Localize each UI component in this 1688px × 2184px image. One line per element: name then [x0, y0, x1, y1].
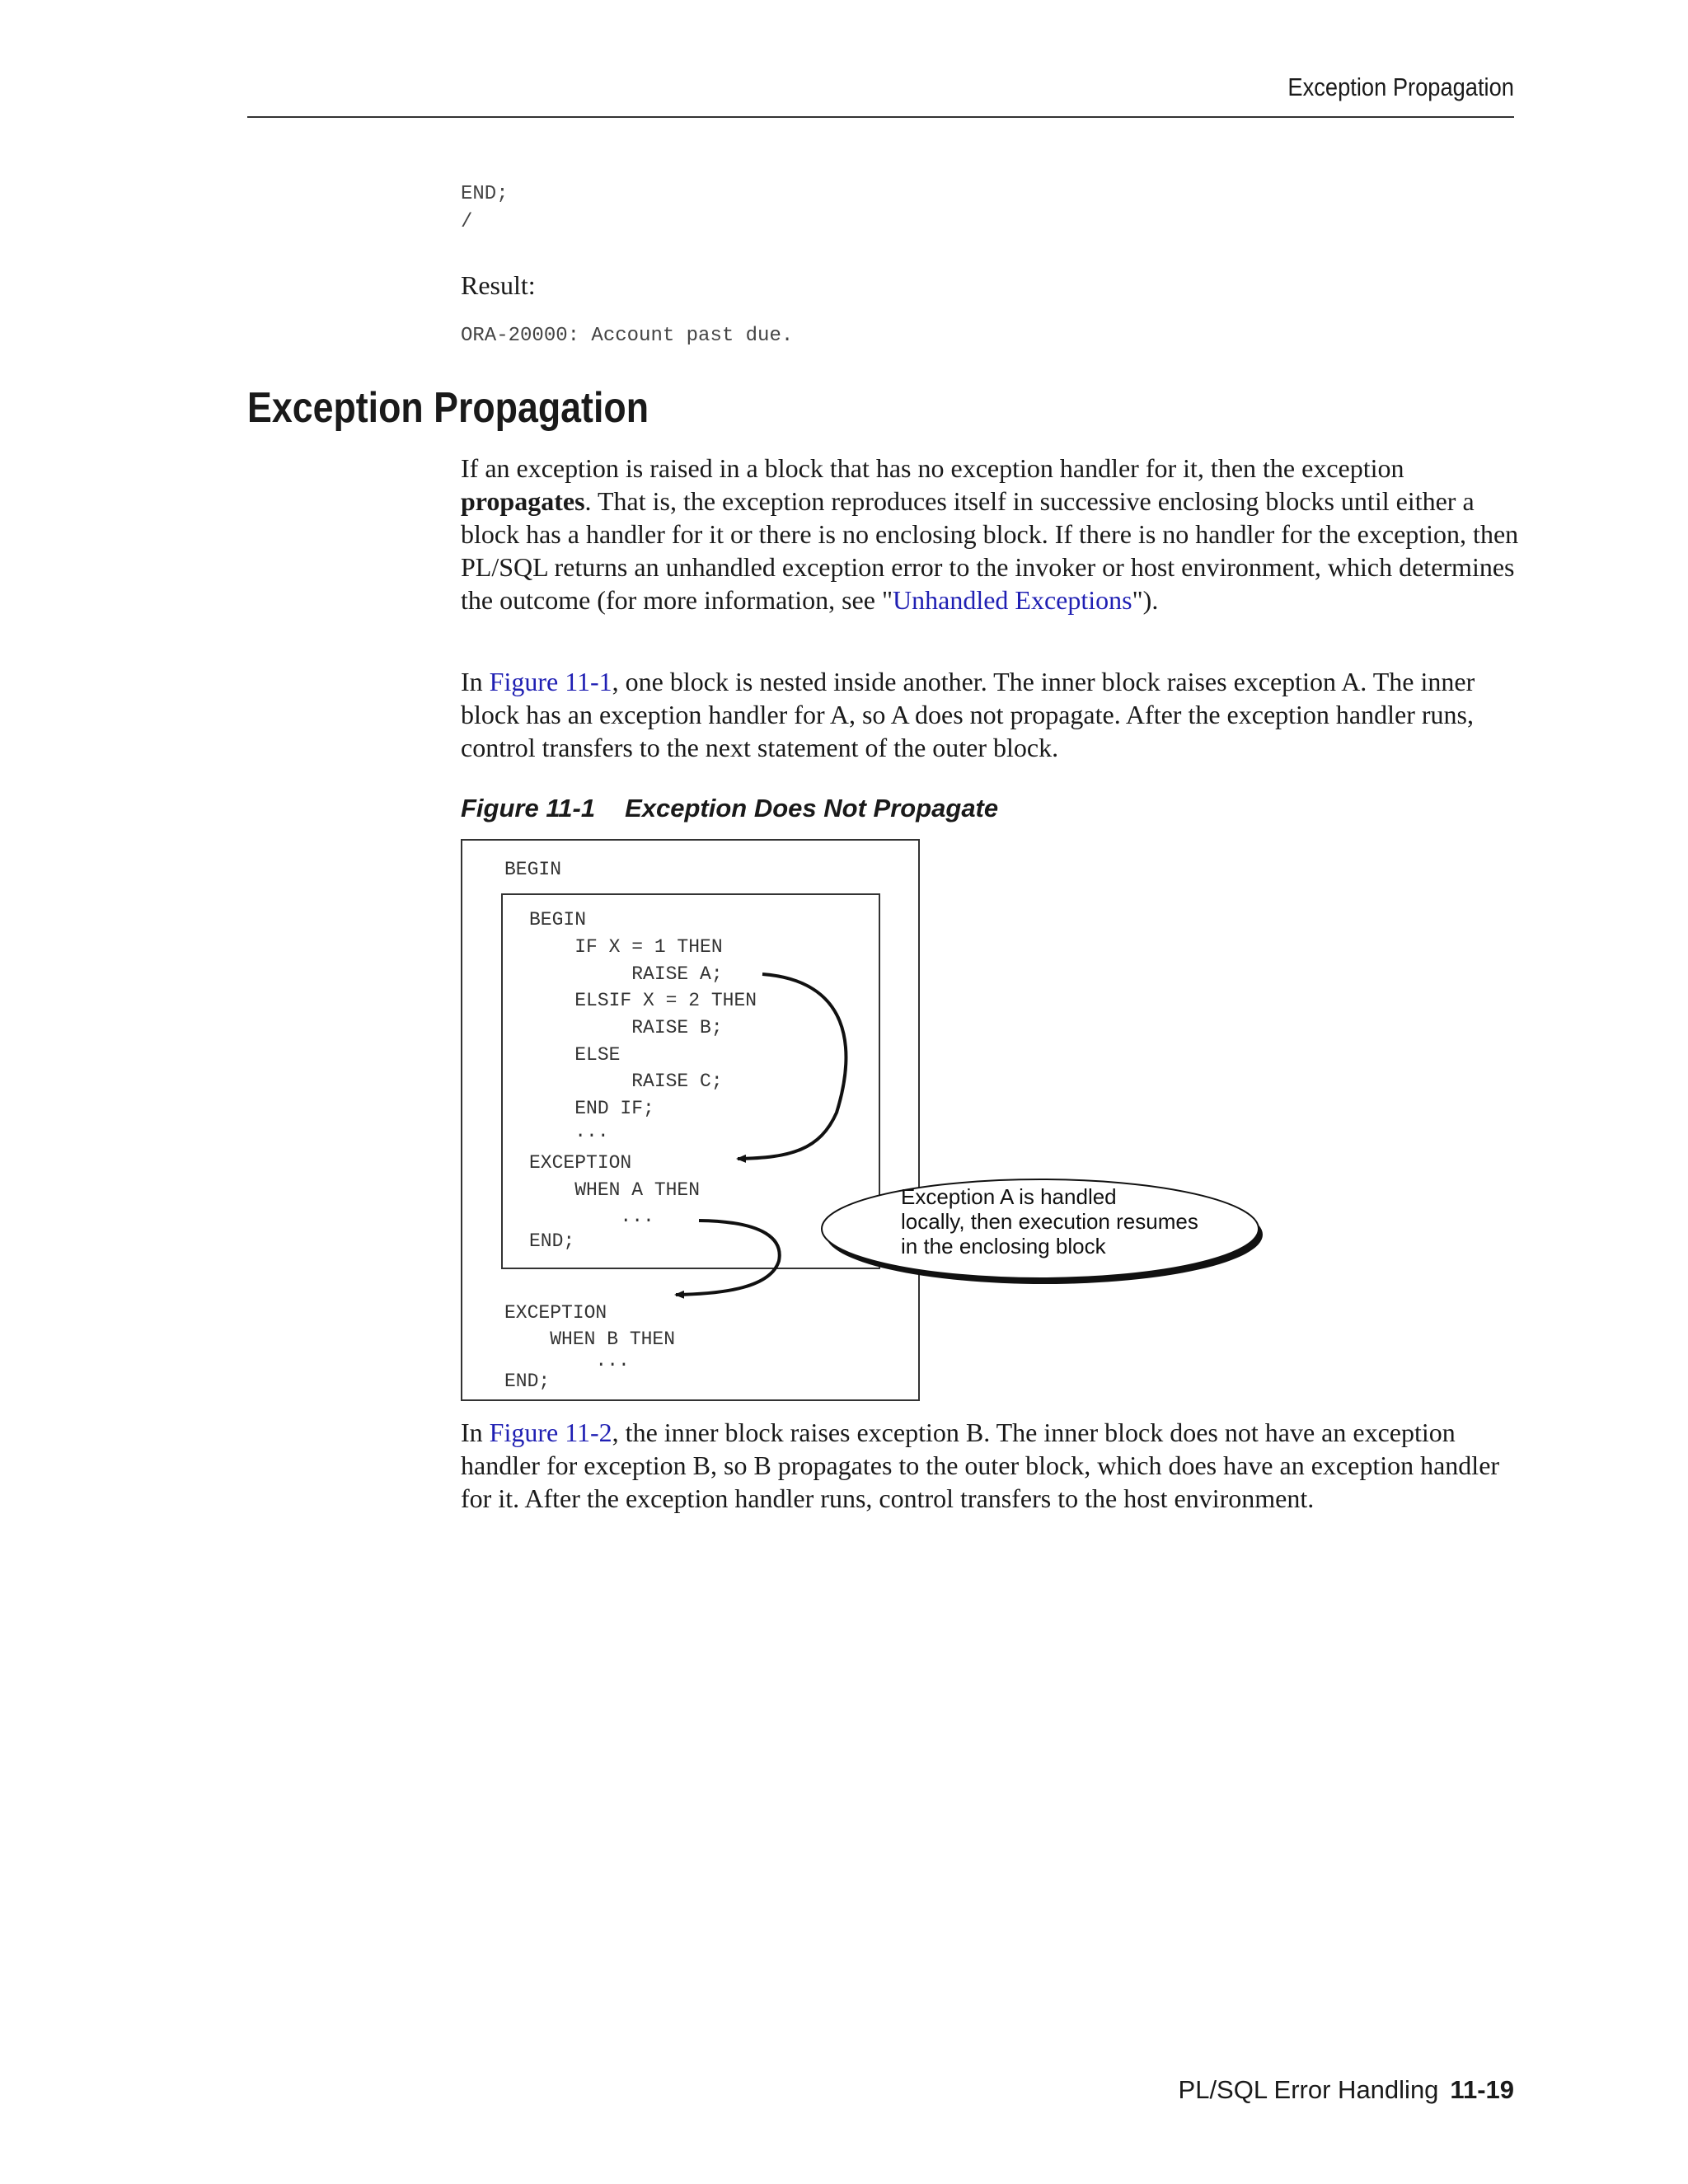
callout-line: in the enclosing block: [901, 1234, 1106, 1258]
paragraph-text: In: [461, 1418, 490, 1447]
footer-page-number: 11-19: [1450, 2075, 1514, 2104]
outer-begin: BEGIN: [504, 859, 562, 880]
code-line: RAISE C;: [529, 1071, 723, 1092]
arrow-resume-outer-icon: [676, 1221, 780, 1295]
result-output: ORA-20000: Account past due.: [461, 325, 794, 347]
code-line: ...: [504, 1350, 630, 1371]
code-line: WHEN B THEN: [504, 1329, 676, 1350]
paragraph-text: If an exception is raised in a block that has no exception handler for it, then the exception: [461, 453, 1404, 483]
code-line: ...: [529, 1121, 609, 1142]
code-line: EXCEPTION: [504, 1302, 607, 1324]
link-figure-11-2[interactable]: Figure 11-2: [489, 1418, 612, 1447]
code-line: END;: [529, 1230, 575, 1252]
figure-title: Exception Does Not Propagate: [625, 794, 999, 823]
term-propagates: propagates: [461, 486, 585, 516]
figure-number: Figure 11-1: [461, 794, 596, 823]
paragraph-text: , the inner block raises exception B. The inner block does not have an exception handler for exception B, so B propagates to the outer block, which does have an exception handler for it. After the exception handler runs, control transfers to the host environment.: [461, 1418, 1500, 1513]
code-line: ELSE: [529, 1044, 621, 1066]
paragraph-text: , one block is nested inside another. The inner block raises exception A. The inner block has an exception handler for A, so A does not propagate. After the exception handler runs, control transfers to the next statement of the outer block.: [461, 667, 1475, 762]
code-line: IF X = 1 THEN: [529, 936, 723, 958]
code-line: RAISE B;: [529, 1017, 723, 1038]
paragraph-text: In: [461, 667, 490, 696]
paragraph-text: ").: [1132, 585, 1159, 615]
paragraph-figure-11-2: [461, 1416, 1520, 1515]
code-line: EXCEPTION: [529, 1152, 632, 1174]
code-line: ELSIF X = 2 THEN: [529, 990, 757, 1011]
page-footer: [1179, 2075, 1514, 2105]
section-title: Exception Propagation: [247, 384, 649, 432]
code-line: WHEN A THEN: [529, 1179, 701, 1201]
outer-block-code: [504, 1302, 675, 1392]
code-line: END IF;: [529, 1098, 654, 1119]
link-figure-11-1[interactable]: Figure 11-1: [489, 667, 612, 696]
code-line: BEGIN: [529, 909, 587, 930]
code-line: END;: [504, 1371, 551, 1392]
result-label: Result:: [461, 270, 536, 300]
code-line: ...: [529, 1206, 654, 1227]
link-unhandled-exceptions[interactable]: Unhandled Exceptions: [893, 585, 1132, 615]
callout-line: Exception A is handled: [901, 1184, 1117, 1209]
inner-block-code: [529, 909, 757, 1252]
callout-line: locally, then execution resumes: [901, 1209, 1198, 1234]
paragraph-text: . That is, the exception reproduces itself in successive enclosing blocks until either a block has a handler for it or there is no enclosing block. If there is no handler for the exception, then PL/SQL returns an unhandled exception error to the invoker or host environment, which determines the outcome (for more information, see ": [461, 486, 1519, 615]
code-line-end: END;: [461, 183, 509, 205]
running-header-title: Exception Propagation: [1287, 73, 1514, 101]
code-line-slash: /: [461, 211, 473, 233]
code-line: RAISE A;: [529, 963, 723, 985]
footer-chapter: PL/SQL Error Handling: [1178, 2075, 1439, 2104]
